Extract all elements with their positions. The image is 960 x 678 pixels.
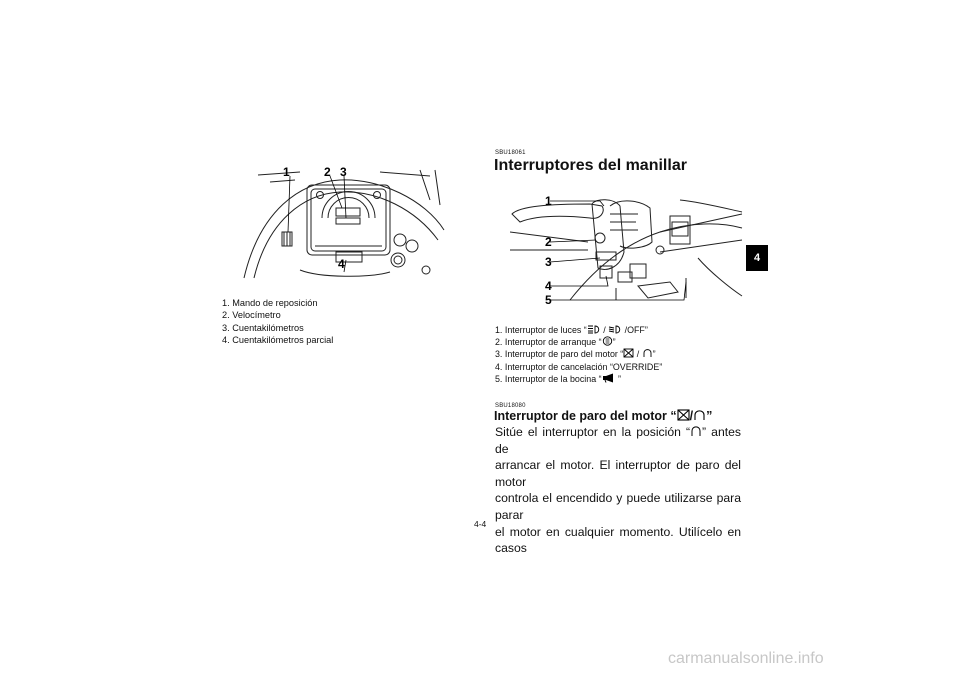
horn-icon [602,373,616,383]
start-switch-icon [602,336,613,346]
engine-run-icon [693,409,706,421]
chapter-tab: 4 [746,245,768,271]
caption-item: 2. Interruptor de arranque “ ” [495,337,616,348]
page-number: 4-4 [474,519,487,529]
body-paragraph: Sitúe el interruptor en la posición “ ” antes de arrancar el motor. El interruptor de paro del motor controla el encendido y puede utilizarse para parar el motor en cualquier momento. Utilícelo en casos [495,425,741,556]
caption-item: 3. Cuentakilómetros [222,322,304,333]
callout-5: 5 [545,293,552,307]
handlebar-switches-figure [510,192,745,317]
low-beam-icon [608,325,622,334]
caption-item: 1. Interruptor de luces “ / /OFF” [495,325,648,335]
high-beam-icon [587,325,601,334]
caption-item: 4. Interruptor de cancelación “OVERRIDE” [495,361,663,372]
caption-item: 3. Interruptor de paro del motor “ / ” [495,349,656,360]
caption-item: 2. Velocímetro [222,310,281,321]
body-line: controla el encendido y puede utilizarse para parar [495,491,741,522]
callout-1: 1 [283,165,290,179]
watermark: carmanualsonline.info [668,650,824,667]
body-line: el motor en cualquier momento. Utilícelo en casos [495,524,741,556]
section-title: Interruptor de paro del motor “ / ” [494,409,713,423]
caption-item: 4. Cuentakilómetros parcial [222,334,334,345]
callout-4: 4 [545,279,552,293]
right-figure-caption-list [495,324,662,385]
section-code: SBU18080 [495,403,526,409]
instrument-panel-figure [240,160,450,285]
left-figure-caption-list [222,297,333,346]
callout-2: 2 [324,165,331,179]
engine-stop-off-icon [623,348,634,358]
engine-run-icon [642,348,653,358]
callout-4: 4 [338,257,345,271]
body-line: arrancar el motor. El interruptor de paro del motor [495,458,741,489]
section-code: SBU18061 [495,150,526,156]
callout-2: 2 [545,235,552,249]
engine-stop-off-icon [677,409,690,421]
caption-item: 5. Interruptor de la bocina “ ” [495,373,621,384]
engine-run-icon [690,425,702,437]
callout-3: 3 [340,165,347,179]
section-title: Interruptores del manillar [494,157,687,174]
callout-3: 3 [545,255,552,269]
callout-1: 1 [545,194,552,208]
caption-item: 1. Mando de reposición [222,298,318,308]
